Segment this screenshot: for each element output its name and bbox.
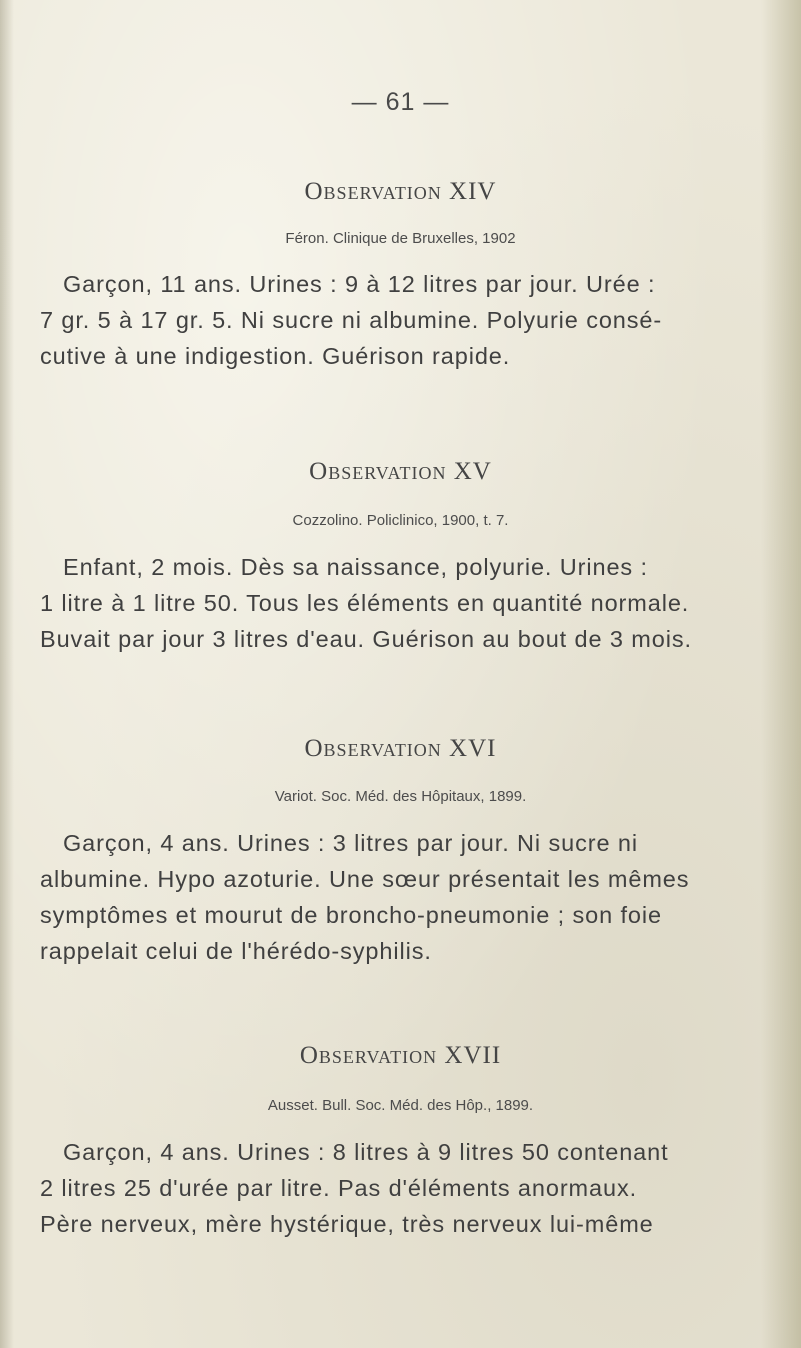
text-line: 1 litre à 1 litre 50. Tous les éléments en quantité normale. [40, 590, 690, 616]
observation-text [40, 266, 765, 374]
observation-text [40, 549, 765, 657]
text-line: 2 litres 25 d'urée par litre. Pas d'éléments anormaux. [40, 1175, 638, 1201]
observation-heading: Observation XVII [299, 1042, 502, 1069]
text-line: Garçon, 4 ans. Urines : 3 litres par jour. Ni sucre ni [63, 830, 638, 856]
text-line: symptômes et mourut de broncho-pneumonie ; son foie [40, 902, 662, 928]
observation-source: Féron. Clinique de Bruxelles, 1902 [285, 230, 516, 247]
text-line: rappelait celui de l'hérédo-syphilis. [40, 938, 432, 964]
text-line: Buvait par jour 3 litres d'eau. Guérison au bout de 3 mois. [40, 626, 692, 652]
text-line: Garçon, 4 ans. Urines : 8 litres à 9 litres 50 contenant [63, 1139, 669, 1165]
observation-source: Variot. Soc. Méd. des Hôpitaux, 1899. [274, 788, 527, 805]
observation-source: Cozzolino. Policlinico, 1900, t. 7. [292, 512, 509, 529]
page-number: — 61 — [351, 88, 450, 116]
observation-heading: Observation XIV [304, 178, 497, 205]
observation-text [40, 1134, 765, 1242]
text-line: cutive à une indigestion. Guérison rapide. [40, 343, 511, 369]
observation-text [40, 825, 765, 969]
observation-heading: Observation XVI [304, 735, 497, 762]
text-line: albumine. Hypo azoturie. Une sœur présentait les mêmes [40, 866, 690, 892]
observation-source: Ausset. Bull. Soc. Méd. des Hôp., 1899. [267, 1097, 534, 1114]
text-line: 7 gr. 5 à 17 gr. 5. Ni sucre ni albumine. Polyurie consé- [40, 307, 663, 333]
text-line: Enfant, 2 mois. Dès sa naissance, polyurie. Urines : [63, 554, 648, 580]
text-line: Garçon, 11 ans. Urines : 9 à 12 litres par jour. Urée : [63, 271, 656, 297]
text-line: Père nerveux, mère hystérique, très nerveux lui-même [40, 1211, 654, 1237]
observation-heading: Observation XV [309, 458, 492, 485]
